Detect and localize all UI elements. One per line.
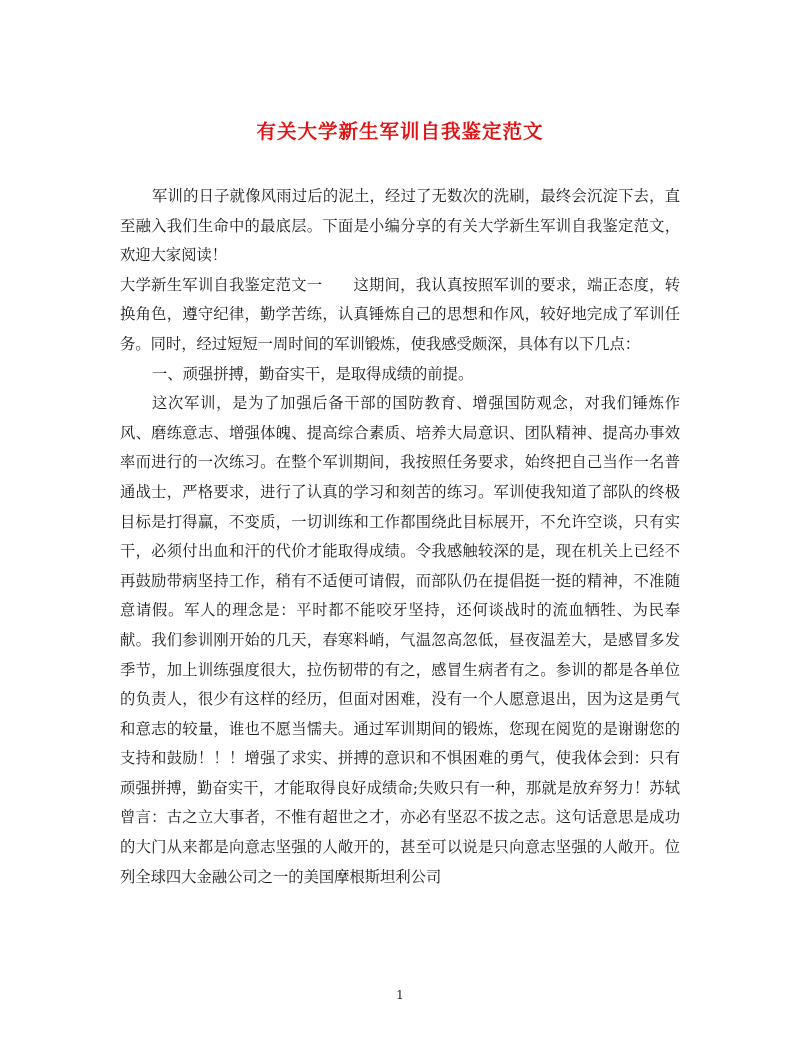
essay-one-paragraph: 大学新生军训自我鉴定范文一 这期间，我认真按照军训的要求，端正态度，转换角色，遵守纪律，勤学苦练，认真锤炼自己的思想和作风，较好地完成了军训任务。同时，经过短短一周时间的军训锻炼，使我感受颇深，具体有以下几点： bbox=[120, 275, 680, 353]
section-heading: 一、顽强拼搏，勤奋实干，是取得成绩的前提。 bbox=[152, 364, 474, 383]
body-paragraph: 这次军训，是为了加强后备干部的国防教育、增强国防观念，对我们锤炼作风、磨练意志、增强体魄、提高综合素质、培养大局意识、团队精神、提高办事效率而进行的一次练习。在整个军训期间，我按照任务要求，始终把自己当作一名普通战士，严格要求，进行了认真的学习和刻苦的练习。军训使我知道了部队的终极目标是打得赢，不变质，一切训练和工作都围绕此目标展开，不允许空谈，只有实干，必须付出血和汗的代价才能取得成绩。令我感触较深的是，现在机关上已经不再鼓励带病坚持工作，稍有不适便可请假，而部队仍在提倡挺一挺的精神，不准随意请假。军人的理念是：平时都不能咬牙坚持，还何谈战时的流血牺牲、为民奉献。我们参训刚开始的几天，春寒料峭，气温忽高忽低，昼夜温差大，是感冒多发季节，加上训练强度很大，拉伤韧带的有之，感冒生病者有之。参训的都是各单位的负责人，很少有这样的经历，但面对困难，没有一个人愿意退出，因为这是勇气和意志的较量，谁也不愿当懦夫。通过军训期间的锻炼，您现在阅览的是谢谢您的支持和鼓励！！！增强了求实、拼搏的意识和不惧困难的勇气，使我体会到：只有顽强拼搏，勤奋实干，才能取得良好成绩命;失败只有一种，那就是放弃努力！苏轼曾言：古之立大事者，不惟有超世之才，亦必有坚忍不拔之志。这句话意思是成功的大门从来都是向意志坚强的人敞开的，甚至可以说是只向意志坚强的人敞开。位列全球四大金融公司之一的美国摩根斯坦利公司 bbox=[120, 394, 680, 886]
document-title: 有关大学新生军训自我鉴定范文 bbox=[256, 120, 544, 143]
page-number: 1 bbox=[396, 988, 404, 1002]
document-body bbox=[120, 182, 680, 892]
intro-paragraph: 军训的日子就像风雨过后的泥土，经过了无数次的洗刷，最终会沉淀下去，直至融入我们生命中的最底层。下面是小编分享的有关大学新生军训自我鉴定范文，欢迎大家阅读！ bbox=[120, 187, 680, 265]
